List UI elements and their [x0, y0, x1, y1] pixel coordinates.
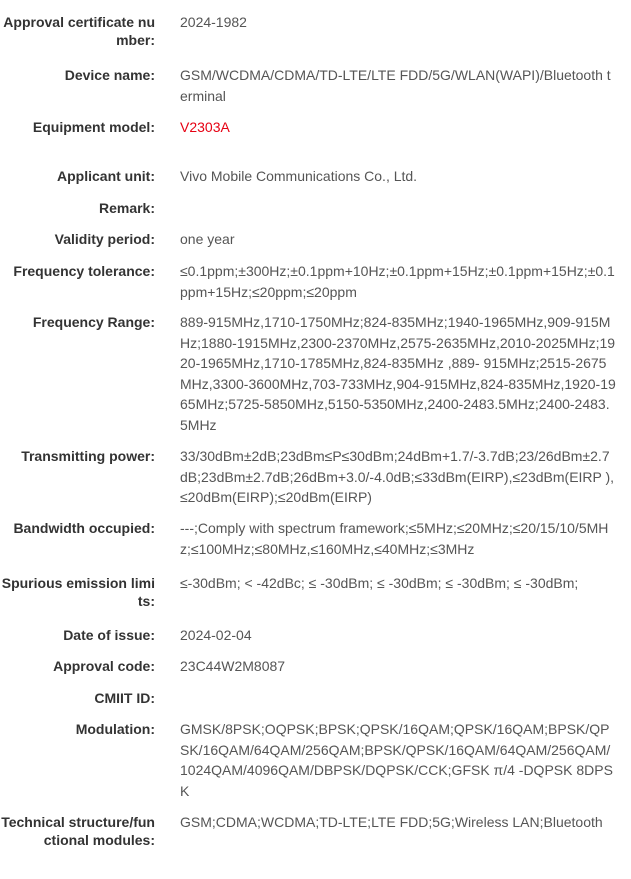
field-label: Spurious emission limits:: [1, 575, 155, 609]
field-label: Remark:: [98, 200, 155, 216]
field-value: one year: [180, 231, 235, 247]
field-label: Date of issue:: [63, 627, 155, 643]
field-label: Validity period:: [54, 231, 155, 247]
field-label: Approval code:: [53, 658, 155, 674]
field-label: CMIIT ID:: [94, 690, 155, 706]
field-value: 2024-1982: [180, 14, 247, 30]
field-value: Vivo Mobile Communications Co., Ltd.: [180, 168, 418, 184]
field-label: Transmitting power:: [21, 448, 155, 464]
field-value: 889-915MHz,1710-1750MHz;824-835MHz;1940-1965MHz,909-915MHz;1880-1915MHz,2300-2370MHz,2575-2635MHz,2010-2025MHz;1920-1965MHz,1710-1785MHz,824-835MHz ,889- 915MHz;2515-2675MHz,3300-3600MHz,703-733MHz,904-915MHz,824-835MHz,1920-1965MHz;5725-5850MHz,5150-5350MHz,2400-2483.5MHz;2400-2483.5MHz: [180, 314, 616, 433]
field-label: Device name:: [64, 67, 155, 83]
field-label: Bandwidth occupied:: [13, 520, 155, 536]
field-label: Applicant unit:: [57, 168, 155, 184]
field-value: ≤-30dBm; < -42dBc; ≤ -30dBm; ≤ -30dBm; ≤ -30dBm; ≤ -30dBm;: [180, 575, 579, 591]
field-label: Frequency tolerance:: [13, 263, 155, 279]
field-label: Equipment model:: [32, 119, 155, 135]
field-label: Technical structure/functional modules:: [1, 814, 155, 848]
field-value: 33/30dBm±2dB;23dBm≤P≤30dBm;24dBm+1.7/-3.7dB;23/26dBm±2.7dB;23dBm±2.7dB;26dBm+3.0/-4.0dB;≤33dBm(EIRP),≤23dBm(EIRP ),≤20dBm(EIRP);≤20dBm(EIRP): [180, 448, 615, 505]
field-value: ---;Comply with spectrum framework;≤5MHz;≤20MHz;≤20/15/10/5MHz;≤100MHz;≤80MHz,≤160MHz,≤40MHz;≤3MHz: [180, 520, 609, 557]
field-label: Frequency Range:: [32, 314, 155, 330]
field-value: 2024-02-04: [180, 627, 252, 643]
field-label: Approval certificate number:: [3, 14, 155, 48]
field-value-highlighted: V2303A: [180, 119, 230, 135]
field-value: GMSK/8PSK;OQPSK;BPSK;QPSK/16QAM;QPSK/16QAM;BPSK/QPSK/16QAM/64QAM/256QAM;BPSK/QPSK/16QAM/64QAM/256QAM/1024QAM/4096QAM/DBPSK/DQPSK/CCK;GFSK π/4 -DQPSK 8DPSK: [180, 721, 613, 799]
field-value: GSM;CDMA;WCDMA;TD-LTE;LTE FDD;5G;Wireless LAN;Bluetooth: [180, 814, 603, 830]
field-value: GSM/WCDMA/CDMA/TD-LTE/LTE FDD/5G/WLAN(WAPI)/Bluetooth terminal: [180, 67, 611, 104]
field-value: ≤0.1ppm;±300Hz;±0.1ppm+10Hz;±0.1ppm+15Hz;±0.1ppm+15Hz;±0.1ppm+15Hz;≤20ppm;≤20ppm: [180, 263, 615, 300]
field-label: Modulation:: [75, 721, 155, 737]
field-value: 23C44W2M8087: [180, 658, 286, 674]
